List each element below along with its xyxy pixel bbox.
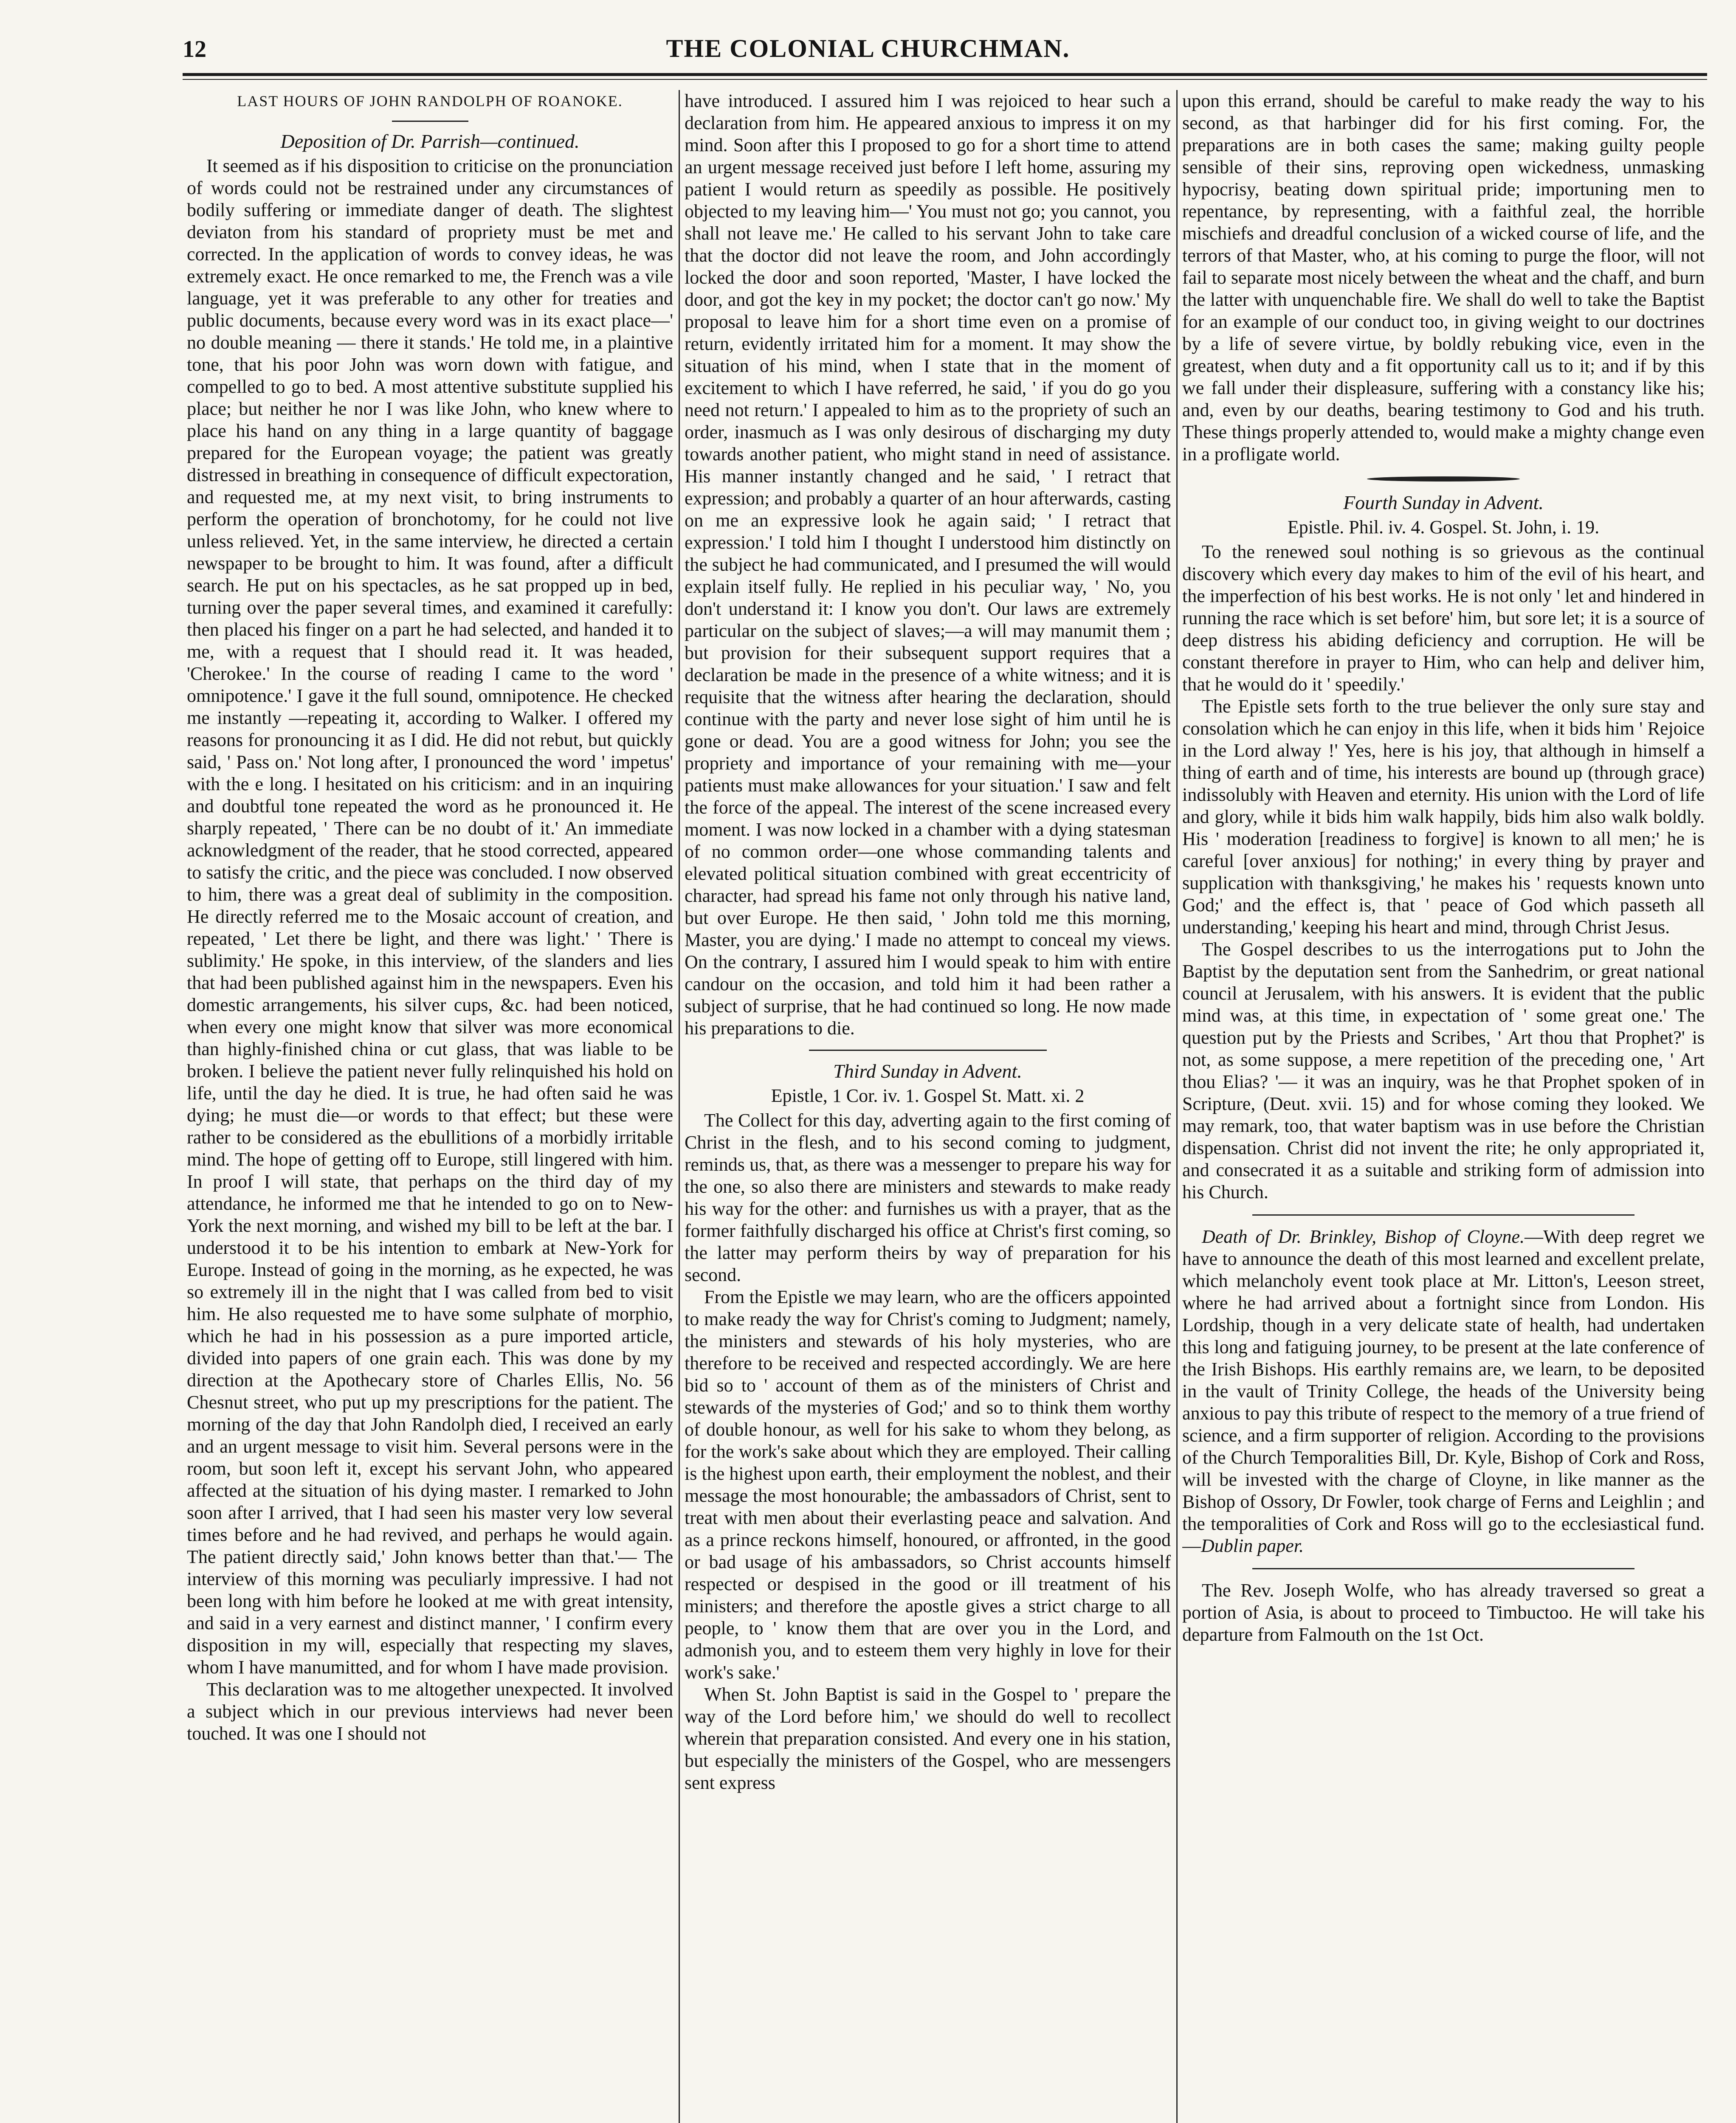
separator-rule xyxy=(392,121,468,122)
column-divider xyxy=(1176,90,1178,2123)
separator-rule xyxy=(1252,1568,1635,1569)
epistle-gospel-line: Epistle, 1 Cor. iv. 1. Gospel St. Matt. xi. 2 xyxy=(771,1085,1085,1106)
article-paragraph: The Collect for this day, adverting again to the first coming of Christ in the flesh, and to his second coming to judgment, reminds us, that, as there was a messenger to prepare his way for the one, so also there are ministers and stewards to make ready his way for the other: and furnishes us with a prayer, that as the former faithfully discharged his office at Christ's first coming, so the latter may perform theirs by way of preparation for his second. xyxy=(685,1110,1171,1285)
article-heading: Fourth Sunday in Advent. xyxy=(1343,492,1544,513)
article-paragraph: From the Epistle we may learn, who are the officers appointed to make ready the way for Christ's coming to Judgment; namely, the ministers and stewards of his holy mysteries, who are therefore to be received and respected accordingly. We are here bid so to ' account of them as of the ministers of Christ and stewards of the mysteries of God;' and so to think them worthy of double honour, as well for his sake to whom they belong, as for the work's sake about which they are employed. Their calling is the highest upon earth, their employment the noblest, and their message the most honourable; the ambassadors of Christ, sent to treat with men about their everlasting peace and salvation. And as a prince reckons himself, honoured, or affronted, in the good or bad usage of his ambassadors, so Christ accounts himself respected or despised in the good or ill treatment of his ministers; and therefore the apostle gives a strict charge to all people, to ' know them that are over you in the Lord, and admonish you, and to esteem them very highly in love for their work's sake.' xyxy=(685,1287,1171,1683)
article-paragraph: have introduced. I assured him I was rejoiced to hear such a declaration from him. He appeared anxious to impress it on my mind. Soon after this I proposed to go for a short time to attend an urgent message received just before I left home, assuring my patient I would return as speedily as possible. He positively objected to my leaving him—' You must not go; you cannot, you shall not leave me.' He called to his servant John to take care that the doctor did not leave the room, and John accordingly locked the door and soon reported, 'Master, I have locked the door, and got the key in my pocket; the doctor can't go now.' My proposal to leave him for a short time even on a promise of return, evidently irritated him for a moment. It may show the situation of his mind, when I state that in the moment of excitement to which I have referred, he said, ' if you do go you need not return.' I appealed to him as to the propriety of such an order, inasmuch as I was only desirous of discharging my duty towards another patient, who might stand in need of assistance. His manner instantly changed and he said, ' I retract that expression; and probably a quarter of an hour afterwards, casting on me an expressive look he again said; ' I retract that expression.' I told him I thought I understood him distinctly on the subject he had communicated, and I presumed the will would explain itself fully. He replied in his peculiar way, ' No, you don't understand it: I know you don't. Our laws are extremely particular on the subject of slaves;—a will may manumit them ; but provision for their subsequent support requires that a declaration be made in the presence of a white witness; and it is requisite that the witness after hearing the declaration, should continue with the party and never lose sight of him until he is gone or dead. You are a good witness for John; you see the propriety and importance of your remaining with me—your patients must make allowances for your situation.' I saw and felt the force of the appeal. The interest of the scene increased every moment. I was now locked in a chamber with a dying statesman of no common order—one whose commanding talents and elevated political situation combined with great eccentricity of character, had spread his fame not only through his native land, but over Europe. He then said, ' John told me this morning, Master, you are dying.' I made no attempt to conceal my views. On the contrary, I assured him I would speak to him with entire candour on the occasion, and told him it had been rather a subject of surprise, that he had continued so long. He now made his preparations to die. xyxy=(685,90,1171,1039)
header-rule-thin xyxy=(183,79,1707,80)
masthead: THE COLONIAL CHURCHMAN. xyxy=(666,34,1070,62)
column-divider xyxy=(679,90,680,2123)
article-subheading: Deposition of Dr. Parrish—continued. xyxy=(280,130,580,152)
news-item: The Rev. Joseph Wolfe, who has already traversed so great a portion of Asia, is about to proceed to Timbuctoo. He will take his departure from Falmouth on the 1st Oct. xyxy=(1182,1580,1705,1645)
news-item-text: —With deep regret we have to announce the death of this most learned and excellent prelate, which melancholy event took place at Mr. Litton's, Leeson street, where he had arrived about a fortnight since from London. His Lordship, though in a very delicate state of health, had undertaken this long and fatiguing journey, to be present at the late conference of the Irish Bishops. His earthly remains are, we learn, to be deposited in the vault of Trinity College, the heads of the University being anxious to pay this tribute of respect to the memory of a true friend of science, and a firm supporter of religion. According to the provisions of the Church Temporalities Bill, Dr. Kyle, Bishop of Cork and Ross, will be invested with the charge of Cloyne, in like manner as the Bishop of Ossory, Dr Fowler, took charge of Ferns and Leighlin ; and the temporalities of Cork and Ross will go to the ecclesiastical fund.— xyxy=(1182,1226,1705,1556)
epistle-gospel-line: Epistle. Phil. iv. 4. Gospel. St. John, i. 19. xyxy=(1287,517,1600,538)
article-paragraph: It seemed as if his disposition to criticise on the pronunciation of words could not be restrained under any circumstances of bodily suffering or immediate danger of death. The slightest deviaton from his standard of propriety must be met and corrected. In the application of words to convey ideas, he was extremely exact. He once remarked to me, the French was a vile language, yet it was preferable to any other for treaties and public documents, because every word was in its exact place—' no double meaning — there it stands.' He told me, in a plaintive tone, that his poor John was worn down with fatigue, and compelled to go to bed. A most attentive substitute supplied his place; but neither he nor I was like John, who knew where to place his hand on any thing in a large quantity of baggage prepared for the European voyage; the patient was greatly distressed in breathing in consequence of difficult expectoration, and requested me, at my next visit, to bring instruments to perform the operation of bronchotomy, for he could not live unless relieved. Yet, in the same interview, he directed a certain newspaper to be brought to him. It was found, after a difficult search. He put on his spectacles, as he sat propped up in bed, turning over the paper several times, and examined it carefully: then placed his finger on a part he had selected, and handed it to me, with a request that I should read it. It was headed, 'Cherokee.' In the course of reading I came to the word ' omnipotence.' I gave it the full sound, omnipotence. He checked me instantly —repeating it, according to Walker. I offered my reasons for pronouncing it as I did. He did not rebut, but quickly said, ' Pass on.' Not long after, I pronounced the word ' impetus' with the e long. I hesitated on his criticism: and in an inquiring and doubtful tone repeated the word as he pronounced it. He sharply repeated, ' There can be no doubt of it.' An immediate acknowledgment of the reader, that he stood corrected, appeared to satisfy the critic, and the piece was concluded. I now observed to him, there was a great deal of sublimity in the composition. He directly referred me to the Mosaic account of creation, and repeated, ' Let there be light, and there was light.' ' There is sublimity.' He spoke, in this interview, of the slanders and lies that had been published against him in the newspapers. Even his domestic arrangements, his silver cups, &c. had been noticed, when every one might know that silver was more economical than highly-finished china or cut glass, that was liable to be broken. I believe the patient never fully relinquished his hold on life, until the day he died. It is true, he had often said he was dying; he must die—or words to that effect; but these were rather to be considered as the ebullitions of a morbidly irritable mind. The hope of getting off to Europe, still lingered with him. In proof I will state, that perhaps on the third day of my attendance, he informed me that he intended to go on to New-York the next morning, and wished my bill to be left at the bar. I understood it to be his intention to embark at New-York for Europe. Instead of going in the morning, as he expected, he was so extremely ill in the night that I was called from bed to visit him. He also requested me to have some sulphate of morphio, which he had in his possession as a pure imported article, divided into papers of one grain each. This was done by my direction at the Apothecary store of Charles Ellis, No. 56 Chesnut street, who put up my prescriptions for the patient. The morning of the day that John Randolph died, I received an early and an urgent message to visit him. Several persons were in the room, but soon left it, except his servant John, who appeared affected at the situation of his dying master. I remarked to John soon after I arrived, that I had seen his master very low several times before and he had revived, and perhaps he would again. The patient directly said,' John knows better than that.'— The interview of this morning was peculiarly impressive. I had not been long with him before he looked at me with great intensity, and said in a very earnest and distinct manner, ' I confirm every disposition in my will, especially that respecting my slaves, whom I have manumitted, and for whom I have made provision. xyxy=(187,155,673,1678)
header-rule xyxy=(183,73,1707,76)
article-paragraph: This declaration was to me altogether unexpected. It involved a subject which in our previous interviews had never been touched. It was one I should not xyxy=(187,1679,673,1744)
separator-rule xyxy=(809,1050,1047,1051)
article-paragraph: The Epistle sets forth to the true believer the only sure stay and consolation which he can enjoy in this life, when it bids him ' Rejoice in the Lord alway !' Yes, here is his joy, that although in himself a thing of earth and of time, his interests are bound up (through grace) indissolubly with Heaven and eternity. His union with the Lord of life and glory, while it bids him walk happily, bids him also walk boldly. His ' moderation [readiness to forgive] is known to all men;' he is careful [over anxious] for nothing;' in every thing by prayer and supplication with thanksgiving,' he makes his ' requests known unto God;' and the effect is, that ' peace of God which passeth all understanding,' keeping his heart and mind, through Christ Jesus. xyxy=(1182,696,1705,938)
column-3 xyxy=(1182,90,1705,2123)
separator-rule xyxy=(1252,1214,1635,1216)
article-heading: Third Sunday in Advent. xyxy=(833,1060,1022,1082)
article-heading: LAST HOURS OF JOHN RANDOLPH OF ROANOKE. xyxy=(237,93,623,110)
article-paragraph: To the renewed soul nothing is so grievous as the continual discovery which every day makes to him of the evil of his heart, and the imperfection of his best works. He is not only ' let and hindered in running the race which is set before' him, but sore let; it is a source of deep distress his abiding deficiency and corruption. He will be constant therefore in prayer to Him, who can help and deliver him, that he would do it ' speedily.' xyxy=(1182,541,1705,695)
news-item-lead: Death of Dr. Brinkley, Bishop of Cloyne. xyxy=(1202,1226,1525,1247)
ornamental-rule xyxy=(1367,476,1520,481)
column-1 xyxy=(187,90,673,2123)
article-paragraph: The Gospel describes to us the interrogations put to John the Baptist by the deputation sent from the Sanhedrim, or great national council at Jerusalem, with his answers. It is evident that the public mind was, at this time, in expectation of ' some great one.' The question put by the Priests and Scribes, ' Art thou that Prophet?' is not, as some suppose, a mere repetition of the preceding one, ' Art thou Elias? '— it was an inquiry, was he that Prophet spoken of in Scripture, (Deut. xvii. 15) and for whose coming they looked. We may remark, too, that water baptism was in use before the Christian dispensation. Christ did not invent the rite; he only appropriated it, and consecrated it as a suitable and striking form of admission into his Church. xyxy=(1182,939,1705,1202)
news-item xyxy=(1182,1226,1705,1557)
column-2 xyxy=(685,90,1171,2123)
page-number: 12 xyxy=(183,36,206,62)
news-item-source: Dublin paper. xyxy=(1201,1535,1304,1556)
article-paragraph: When St. John Baptist is said in the Gospel to ' prepare the way of the Lord before him,' we should do well to recollect wherein that preparation consisted. And every one in his station, but especially the ministers of the Gospel, who are messengers sent express xyxy=(685,1684,1171,1793)
article-paragraph: upon this errand, should be careful to make ready the way to his second, as that harbinger did for his first coming. For, the preparations are in both cases the same; making guilty people sensible of their sins, reproving open wickedness, unmasking hypocrisy, beating down spiritual pride; importuning men to repentance, by representing, with a faithful zeal, the horrible mischiefs and dreadful conclusion of a wicked course of life, and the terrors of that Master, who, at his coming to purge the floor, will not fail to separate most nicely between the wheat and the chaff, and burn the latter with unquenchable fire. We shall do well to take the Baptist for an example of our conduct too, in giving weight to our doctrines by a life of severe virtue, by boldly rebuking vice, even in the greatest, when duty and a fit opportunity call us to it; and if by this we fall under their displeasure, suffering with a constancy like his; and, even by our deaths, bearing testimony to God and his truth. These things properly attended to, would make a mighty change even in a profligate world. xyxy=(1182,90,1705,465)
